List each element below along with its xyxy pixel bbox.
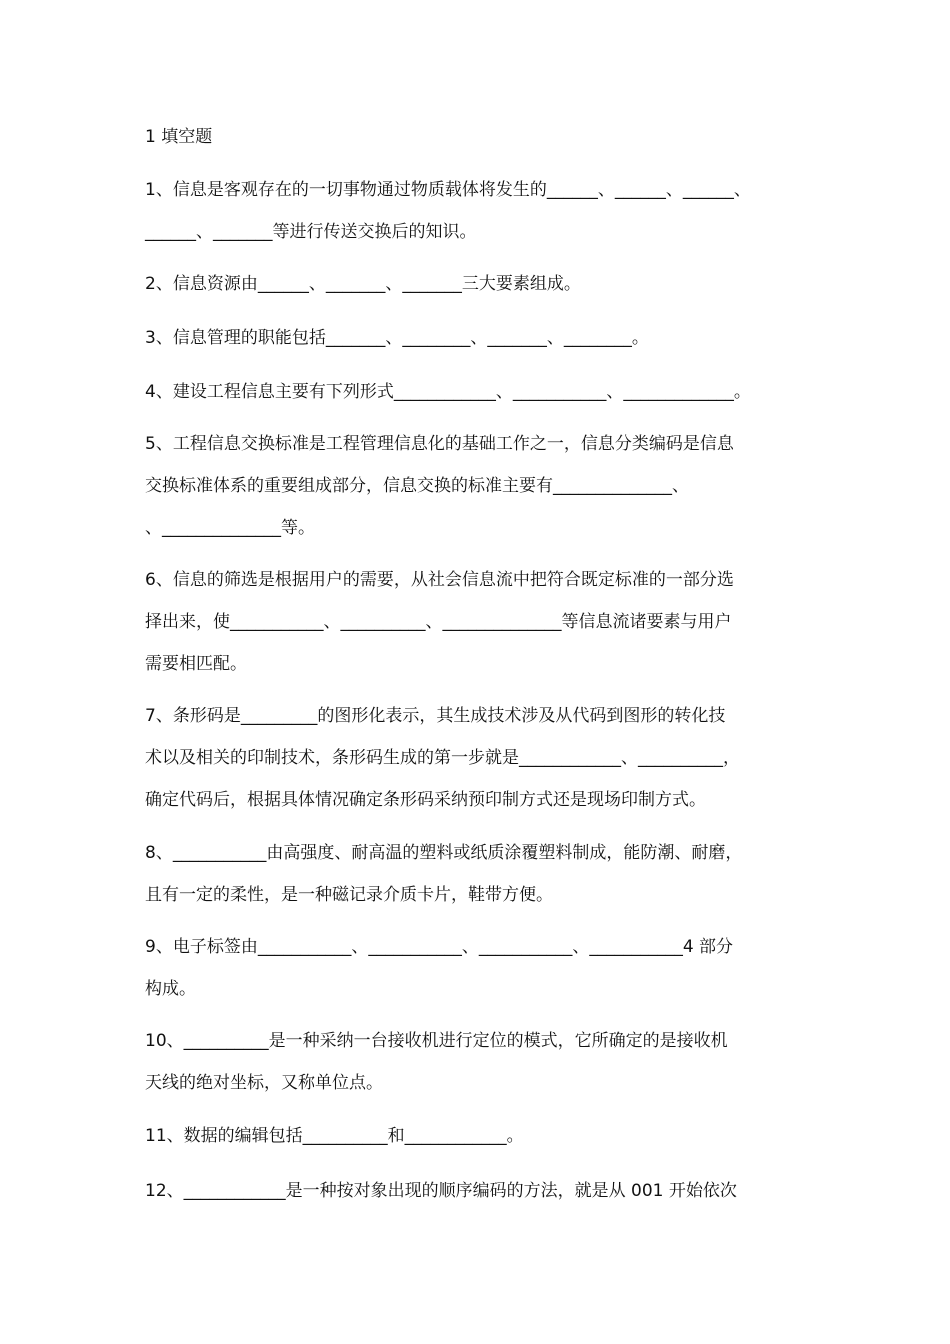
question-6: [145, 559, 734, 685]
question-7-line-1: 7、条形码是_________的图形化表示，其生成技术涉及从代码到图形的转化技: [145, 706, 726, 726]
question-8-line-2: 且有一定的柔性，是一种磁记录介质卡片，鞋带方便。: [145, 885, 553, 905]
question-12: [145, 1170, 737, 1212]
question-4-line-1: 4、建设工程信息主要有下列形式____________、___________、_____________。: [145, 382, 751, 402]
question-12-line-1: 12、____________是一种按对象出现的顺序编码的方法，就是从 001 开始依次: [145, 1181, 737, 1201]
question-4: [145, 371, 751, 413]
question-7-line-2: 术以及相关的印制技术，条形码生成的第一步就是____________、__________，: [145, 748, 740, 768]
question-2: [145, 263, 581, 305]
question-9-line-2: 构成。: [145, 979, 196, 999]
question-1: [145, 169, 751, 253]
question-8-line-1: 8、___________由高强度、耐高温的塑料或纸质涂覆塑料制成，能防潮、耐磨，: [145, 843, 743, 863]
question-3: [145, 317, 649, 359]
question-1-line-2: ______、_______等进行传送交换后的知识。: [145, 222, 477, 242]
question-2-line-1: 2、信息资源由______、_______、_______三大要素组成。: [145, 274, 581, 294]
question-5-line-2: 交换标准体系的重要组成部分，信息交换的标准主要有______________、: [145, 476, 689, 496]
question-11: [145, 1115, 524, 1157]
question-8: [145, 832, 742, 916]
question-10-line-2: 天线的绝对坐标，又称单位点。: [145, 1073, 383, 1093]
question-10: [145, 1020, 728, 1104]
question-5-line-1: 5、工程信息交换标准是工程管理信息化的基础工作之一，信息分类编码是信息: [145, 434, 734, 454]
question-7-line-3: 确定代码后，根据具体情况确定条形码采纳预印制方式还是现场印制方式。: [145, 790, 706, 810]
question-9: [145, 926, 733, 1010]
question-9-line-1: 9、电子标签由___________、___________、___________、___________4 部分: [145, 937, 734, 957]
question-7: [145, 695, 740, 821]
question-6-line-1: 6、信息的筛选是根据用户的需要，从社会信息流中把符合既定标准的一部分选: [145, 570, 734, 590]
question-3-line-1: 3、信息管理的职能包括_______、________、_______、________。: [145, 328, 649, 348]
question-11-line-1: 11、数据的编辑包括__________和____________。: [145, 1126, 524, 1146]
question-5: [145, 423, 734, 549]
question-1-line-1: 1、信息是客观存在的一切事物通过物质载体将发生的______、______、______、: [145, 180, 751, 200]
section-title: 1 填空题: [145, 127, 213, 147]
question-10-line-1: 10、__________是一种采纳一台接收机进行定位的模式，它所确定的是接收机: [145, 1031, 728, 1051]
question-6-line-3: 需要相匹配。: [145, 654, 247, 674]
question-6-line-2: 择出来，使___________、__________、______________等信息流诸要素与用户: [145, 612, 732, 632]
question-5-line-3: 、______________等。: [145, 518, 315, 538]
